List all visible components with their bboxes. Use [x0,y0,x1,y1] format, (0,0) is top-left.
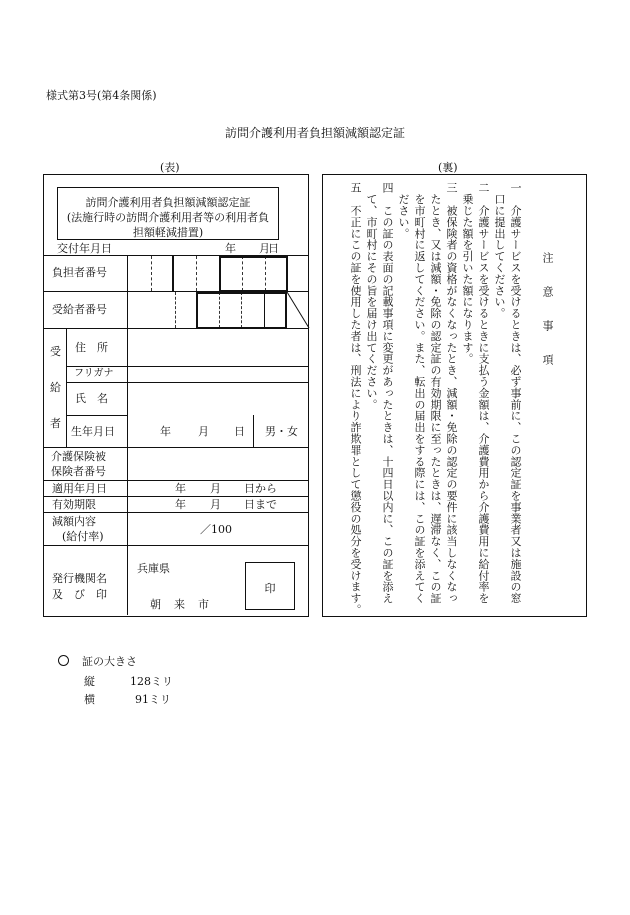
circle-bullet-icon [58,655,69,666]
gender-option: 男・女 [265,425,298,438]
note-column-10: て、市町村にその旨を届け出てください。 [365,182,378,410]
size-heading [58,653,137,669]
digit-divider [172,256,174,291]
seal-box [245,562,295,610]
note-column-4: 乗じた額を引いた額になります。 [461,182,474,365]
note-column-8: ださい。 [397,182,410,239]
valid-until-label: 有効期限 [52,498,96,511]
issue-date-day-unit: 日 [268,242,279,255]
note-column-11: 五 不正にこの証を使用した者は、刑法により詐欺罪として懲役の処分を受けます。 [349,182,362,616]
card-title-box [57,187,279,240]
divider [43,447,309,448]
divider [43,545,309,546]
note-column-7: を市町村に返してください。また、転出の届出をする際には、この証を添えてく [413,182,426,604]
issue-date-year-unit: 年 [225,242,236,255]
front-label: (表) [160,161,180,174]
valid-until-year-unit: 年 [175,498,186,511]
horizontal-size-value: 91ミリ [135,693,171,706]
name-label: 氏 名 [75,392,108,405]
reduction-label: 減額内容 [52,515,96,528]
applicable-day-unit: 日から [244,482,277,495]
recipient-group-char-2: 給 [50,381,61,394]
reduction-value: ／100 [200,523,232,536]
furigana-label: フリガナ [74,368,114,379]
notes-heading: 注 意 事 項 [541,252,554,371]
issuer-city: 朝 来 市 [150,598,210,611]
card-title-line-1: 訪問介護利用者負担額減額認定証 [85,196,251,209]
digit-divider [151,256,152,291]
applicable-date-label: 適用年月日 [52,482,107,495]
divider [66,366,309,367]
digit-divider [175,292,176,328]
issuer-label-2: 及 び 印 [52,588,107,601]
note-column-2: 口に提出してください。 [493,182,506,319]
horizontal-size-label: 横 [84,693,95,706]
note-column-6: たとき、又は減額・免除の認定証の有効期限に至ったときは、遅滞なく、この証 [429,182,442,604]
form-number: 様式第3号(第4条関係) [46,89,157,102]
seal-label: 印 [264,582,276,595]
divider [66,415,127,416]
back-label: (裏) [438,161,458,174]
note-column-9: 四 この証の表面の記載事項に変更があったときは、十四日以内に、この証を添え [381,182,394,604]
issuer-label-1: 発行機関名 [52,572,107,585]
reduction-sub-label: (給付率) [62,530,104,543]
valid-until-day-unit: 日まで [244,498,277,511]
size-heading-text: 証の大きさ [82,655,137,668]
divider [43,480,309,481]
vertical-size-label: 縦 [84,675,95,688]
insured-number-label-2: 保険者番号 [51,465,106,478]
issue-date-label: 交付年月日 [57,242,112,255]
gender-divider [253,415,254,447]
divider [66,382,309,383]
label-column-divider [127,255,128,615]
insured-number-label-1: 介護保険被 [51,450,106,463]
recipient-group-char-3: 者 [50,417,61,430]
card-title-line-2: (法施行時の訪問介護利用者等の利用者負 [66,211,270,224]
issuer-prefecture: 兵庫県 [137,562,170,575]
recipient-group-divider [66,328,67,447]
recipient-group-char-1: 受 [50,345,61,358]
address-label: 住 所 [75,341,108,354]
birthdate-label: 生年月日 [71,425,115,438]
birthdate-month-unit: 月 [198,425,209,438]
recipient-number-label: 受給者番号 [52,303,107,316]
digit-divider [196,256,197,291]
payer-number-label: 負担者番号 [52,266,107,279]
note-column-5: 三 被保険者の資格がなくなったとき、減額・免除の認定の要件に該当しなくなっ [445,182,458,604]
document-title: 訪問介護利用者負担額減額認定証 [224,126,405,140]
payer-number-box [219,256,288,292]
note-column-1: 一 介護サービスを受けるときは、必ず事前に、この認定証を事業者又は施設の窓 [509,182,522,604]
card-title-line-3: 担額軽減措置) [132,226,204,239]
applicable-year-unit: 年 [175,482,186,495]
valid-until-month-unit: 月 [210,498,221,511]
recipient-number-box [196,292,287,329]
divider [43,496,309,497]
birthdate-day-unit: 日 [234,425,245,438]
diagonal-mark [286,291,310,329]
divider [43,512,309,513]
applicable-month-unit: 月 [210,482,221,495]
issue-date-month-unit: 月 [259,242,270,255]
vertical-size-value: 128ミリ [130,675,173,688]
note-column-3: 二 介護サービスを受けるときに支払う金額は、介護費用から介護費用に給付率を [477,182,490,604]
birthdate-year-unit: 年 [160,425,171,438]
